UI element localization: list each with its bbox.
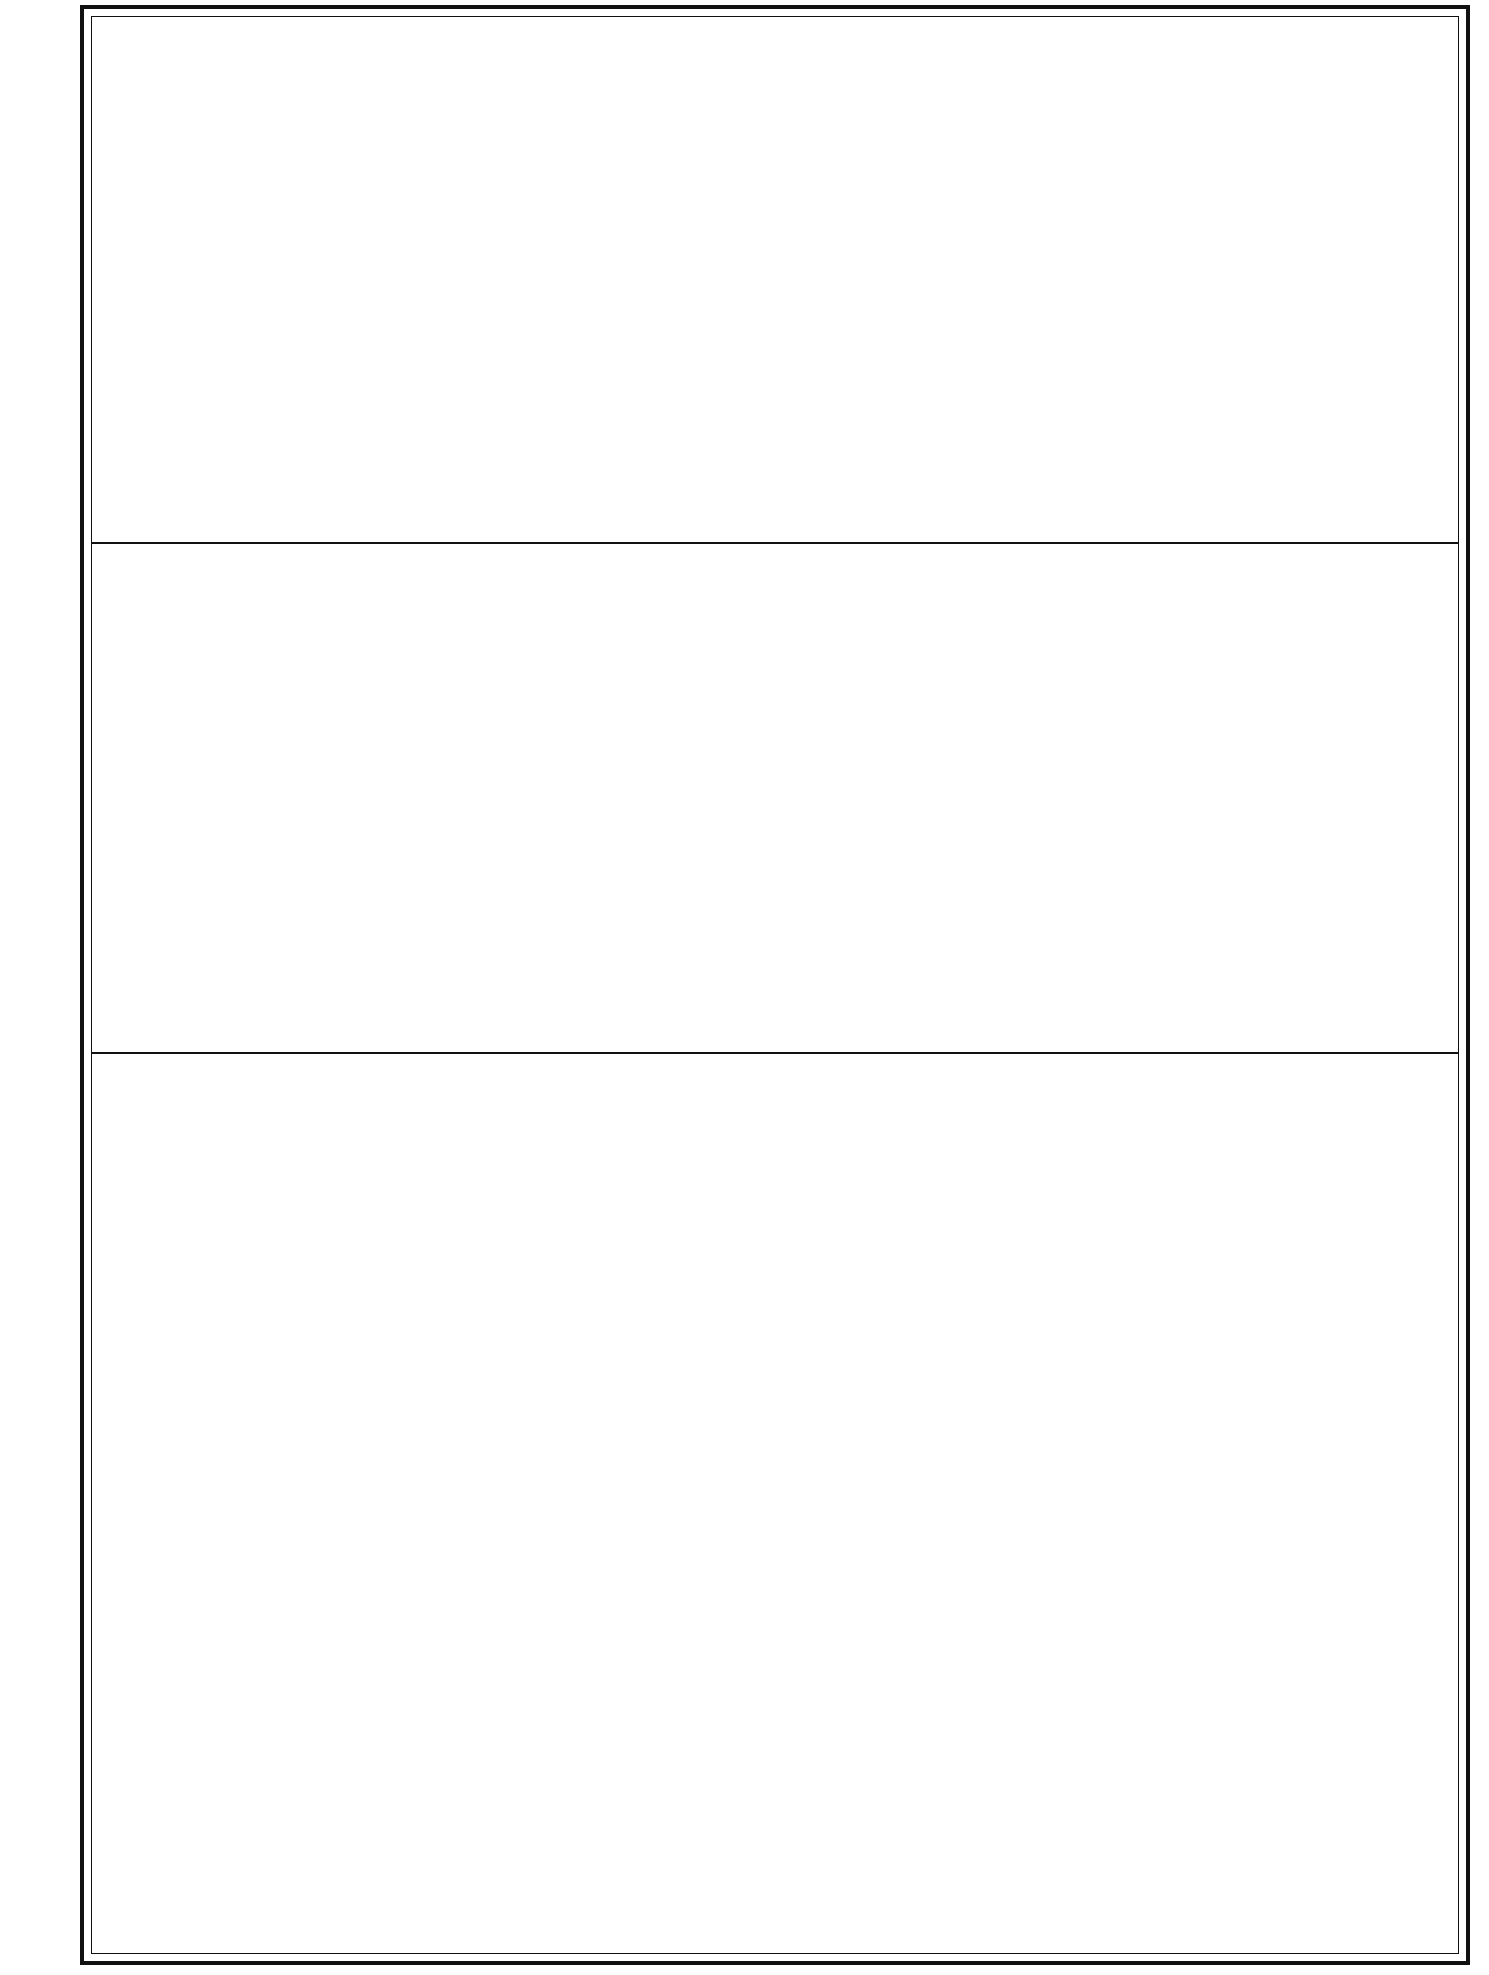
sutra-text-section (92, 17, 1458, 542)
page-frame-inner (91, 16, 1459, 1954)
collation-notes-section (92, 544, 1458, 1052)
collation-notes-continued (92, 1054, 1458, 1953)
page-frame (80, 5, 1470, 1965)
